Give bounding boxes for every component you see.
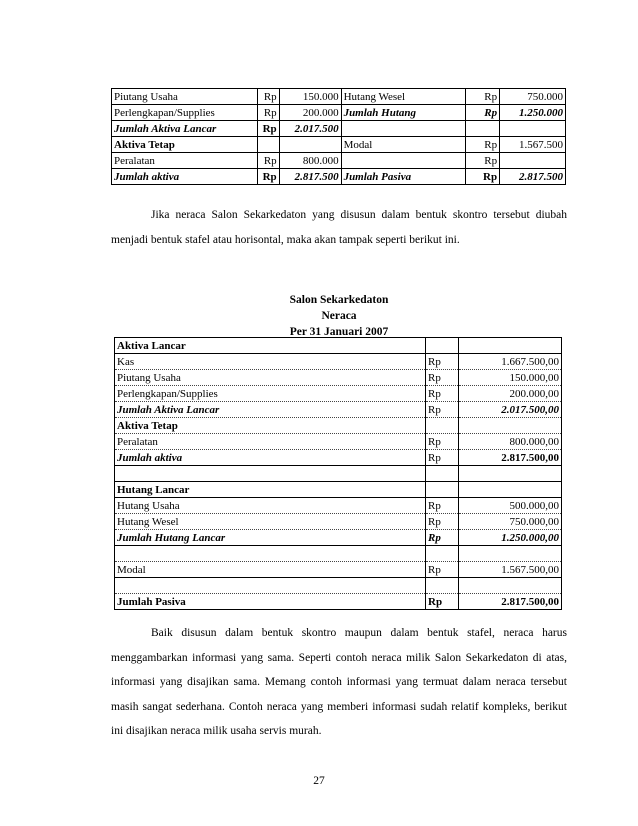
- row-amount: 500.000,00: [459, 498, 562, 514]
- table-row: [115, 434, 562, 450]
- table-row: [115, 370, 562, 386]
- table-row: [115, 482, 562, 498]
- row-currency: Rp: [426, 530, 459, 546]
- left-label: Peralatan: [112, 153, 258, 169]
- left-currency: Rp: [257, 105, 279, 121]
- table-row: [115, 562, 562, 578]
- right-label: [341, 153, 466, 169]
- row-currency: Rp: [426, 354, 459, 370]
- row-amount: 800.000,00: [459, 434, 562, 450]
- right-amount: 1.250.000: [500, 105, 566, 121]
- row-label: Peralatan: [115, 434, 426, 450]
- row-currency: [426, 418, 459, 434]
- row-amount: 1.667.500,00: [459, 354, 562, 370]
- table-row: [112, 153, 566, 169]
- row-amount: 750.000,00: [459, 514, 562, 530]
- table-row: [115, 546, 562, 562]
- row-amount: [459, 482, 562, 498]
- table-row: [112, 121, 566, 137]
- row-label: [115, 546, 426, 562]
- row-label: [115, 466, 426, 482]
- row-amount: 150.000,00: [459, 370, 562, 386]
- row-label: Piutang Usaha: [115, 370, 426, 386]
- report-date: Per 31 Januari 2007: [289, 326, 389, 338]
- right-amount: [500, 153, 566, 169]
- right-currency: Rp: [466, 105, 500, 121]
- table-row: [115, 354, 562, 370]
- right-currency: Rp: [466, 137, 500, 153]
- row-currency: Rp: [426, 562, 459, 578]
- page-number: 27: [313, 775, 325, 787]
- row-currency: Rp: [426, 498, 459, 514]
- row-currency: Rp: [426, 514, 459, 530]
- intro-paragraph-text: Jika neraca Salon Sekarkedaton yang disusun dalam bentuk skontro tersebut diubah menjadi bentuk stafel atau horisontal, maka akan tampak seperti berikut ini.: [111, 209, 567, 246]
- row-label: Hutang Lancar: [115, 482, 426, 498]
- row-amount: 1.250.000,00: [459, 530, 562, 546]
- row-currency: [426, 466, 459, 482]
- row-currency: Rp: [426, 594, 459, 610]
- table-row: [112, 89, 566, 105]
- left-amount: 2.817.500: [279, 169, 341, 185]
- left-currency: [257, 137, 279, 153]
- closing-paragraph: [111, 621, 567, 744]
- table-row: [115, 466, 562, 482]
- row-amount: 2.017.500,00: [459, 402, 562, 418]
- right-amount: [500, 121, 566, 137]
- left-amount: 200.000: [279, 105, 341, 121]
- row-label: Aktiva Tetap: [115, 418, 426, 434]
- left-label: Jumlah Aktiva Lancar: [112, 121, 258, 137]
- row-amount: 1.567.500,00: [459, 562, 562, 578]
- table-row: [112, 137, 566, 153]
- table-row: [112, 169, 566, 185]
- row-label: Jumlah aktiva: [115, 450, 426, 466]
- row-amount: 200.000,00: [459, 386, 562, 402]
- row-amount: 2.817.500,00: [459, 450, 562, 466]
- row-currency: Rp: [426, 386, 459, 402]
- left-currency: Rp: [257, 89, 279, 105]
- table-row: [115, 594, 562, 610]
- row-currency: Rp: [426, 434, 459, 450]
- table-row: [115, 530, 562, 546]
- right-amount: 1.567.500: [500, 137, 566, 153]
- row-currency: [426, 482, 459, 498]
- row-currency: [426, 578, 459, 594]
- row-label: Hutang Wesel: [115, 514, 426, 530]
- right-amount: 750.000: [500, 89, 566, 105]
- row-label: Jumlah Aktiva Lancar: [115, 402, 426, 418]
- row-label: Hutang Usaha: [115, 498, 426, 514]
- right-currency: [466, 121, 500, 137]
- left-label: Piutang Usaha: [112, 89, 258, 105]
- left-label: Jumlah aktiva: [112, 169, 258, 185]
- left-amount: 2.017.500: [279, 121, 341, 137]
- table-row: [115, 402, 562, 418]
- right-label: Modal: [341, 137, 466, 153]
- company-name: Salon Sekarkedaton: [289, 294, 389, 306]
- row-amount: 2.817.500,00: [459, 594, 562, 610]
- row-amount: [459, 338, 562, 354]
- table-row: [112, 105, 566, 121]
- right-label: [341, 121, 466, 137]
- left-currency: Rp: [257, 169, 279, 185]
- row-currency: [426, 338, 459, 354]
- row-amount: [459, 546, 562, 562]
- balance-sheet-title: [111, 292, 567, 340]
- skontro-balance-table: [111, 88, 566, 185]
- right-currency: Rp: [466, 153, 500, 169]
- left-currency: Rp: [257, 121, 279, 137]
- row-currency: [426, 546, 459, 562]
- row-label: Kas: [115, 354, 426, 370]
- table-row: [115, 338, 562, 354]
- row-label: Aktiva Lancar: [115, 338, 426, 354]
- left-amount: 150.000: [279, 89, 341, 105]
- intro-paragraph: [111, 203, 567, 253]
- row-label: Perlengkapan/Supplies: [115, 386, 426, 402]
- row-amount: [459, 466, 562, 482]
- right-label: Jumlah Pasiva: [341, 169, 466, 185]
- right-label: Hutang Wesel: [341, 89, 466, 105]
- report-name: Neraca: [321, 310, 357, 322]
- left-label: Perlengkapan/Supplies: [112, 105, 258, 121]
- row-currency: Rp: [426, 402, 459, 418]
- row-amount: [459, 418, 562, 434]
- right-amount: 2.817.500: [500, 169, 566, 185]
- row-label: Jumlah Hutang Lancar: [115, 530, 426, 546]
- right-currency: Rp: [466, 169, 500, 185]
- table-row: [115, 386, 562, 402]
- table-row: [115, 450, 562, 466]
- row-currency: Rp: [426, 450, 459, 466]
- table-row: [115, 578, 562, 594]
- table-row: [115, 498, 562, 514]
- left-currency: Rp: [257, 153, 279, 169]
- row-label: Jumlah Pasiva: [115, 594, 426, 610]
- left-amount: [279, 137, 341, 153]
- table-row: [115, 514, 562, 530]
- row-label: [115, 578, 426, 594]
- row-amount: [459, 578, 562, 594]
- table-row: [115, 418, 562, 434]
- left-label: Aktiva Tetap: [112, 137, 258, 153]
- staffel-balance-table: [114, 337, 562, 610]
- row-currency: Rp: [426, 370, 459, 386]
- right-label: Jumlah Hutang: [341, 105, 466, 121]
- row-label: Modal: [115, 562, 426, 578]
- right-currency: Rp: [466, 89, 500, 105]
- left-amount: 800.000: [279, 153, 341, 169]
- closing-paragraph-text: Baik disusun dalam bentuk skontro maupun dalam bentuk stafel, neraca harus menggambarkan informasi yang sama. Seperti contoh neraca milik Salon Sekarkedaton di atas, informasi yang disajikan sama. Memang contoh informasi yang termuat dalam neraca tersebut masih sangat sederhana. Contoh neraca yang memberi informasi sudah relatif kompleks, berikut ini disajikan neraca milik usaha servis murah.: [111, 627, 567, 737]
